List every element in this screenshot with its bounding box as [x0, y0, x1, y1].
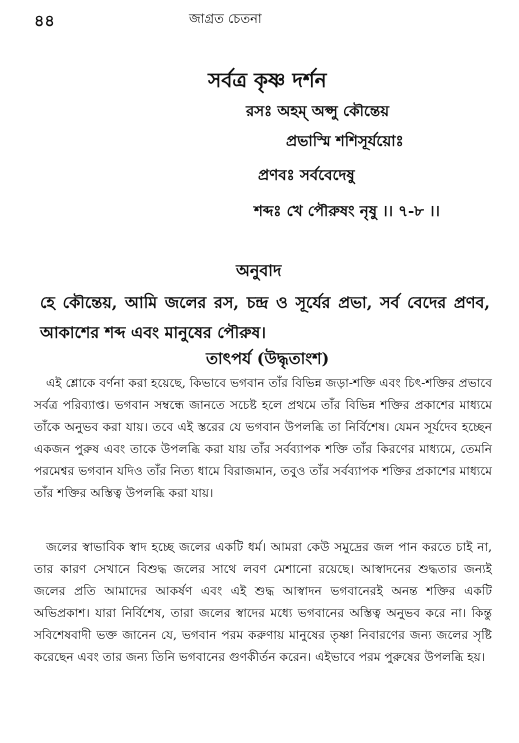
page-header	[34, 8, 492, 30]
translation-text: হে কৌন্তেয়, আমি জলের রস, চন্দ্র ও সূর্যের প্রভা, সর্ব বেদের প্রণব, আকাশের শব্দ এবং মানুষের পৌরুষ।	[40, 293, 490, 342]
verse-line-4: শব্দঃ খে পৌরুষং নৃষু ।। ৭-৮ ।।	[254, 202, 440, 220]
purport-heading: তাৎপর্য (উদ্ধৃতাংশ)	[206, 349, 330, 368]
verse-line-3: প্রণবঃ সর্ববেদেষু	[258, 166, 355, 184]
translation-heading: অনুবাদ	[236, 261, 282, 280]
page-number: ৪৪	[34, 11, 55, 30]
section-title: সর্বত্র কৃষ্ণ দর্শন	[208, 68, 327, 92]
purport-paragraph-2: জলের স্বাভাবিক স্বাদ হচ্ছে জলের একটি ধর্ম। আমরা কেউ সমুদ্রের জল পান করতে চাই না, তার কারণ সেখানে বিশুদ্ধ জলের সাথে লবণ মেশানো রয়েছে। আস্বাদনের শুদ্ধতার জন্যই জলের প্রতি আমাদের আকর্ষণ এবং এই শুদ্ধ আস্বাদন ভগবানেরই অনন্ত শক্তির একটি অভিপ্রকাশ। যারা নির্বিশেষ, তারা জলের স্বাদের মধ্যে ভগবানের অস্তিত্ব অনুভব করে না। কিন্তু সবিশেষবাদী ভক্ত জানেন যে, ভগবান পরম করুণায় মানুষের তৃষ্ণা নিবারণের জন্য জলের সৃষ্টি করেছেন এবং তার জন্য তিনি ভগবানের গুণকীর্তন করেন। এইভাবে পরম পুরুষের উপলব্ধি হয়।	[34, 540, 492, 664]
purport-paragraph-1: এই শ্লোকে বর্ণনা করা হয়েছে, কিভাবে ভগবান তাঁর বিভিন্ন জড়া-শক্তি এবং চিৎ-শক্তির প্রভাবে সর্বত্র পরিব্যাপ্ত। ভগবান সম্বন্ধে জানতে সচেষ্ট হলে প্রথমে তাঁর বিভিন্ন শক্তির প্রকাশের মাধ্যমে তাঁকে অনুভব করা যায়। তবে এই স্তরের যে ভগবান উপলব্ধি তা নির্বিশেষ। যেমন সূর্যদেব হচ্ছেন একজন পুরুষ এবং তাকে উপলব্ধি করা যায় তাঁর সর্বব্যাপক শক্তি তাঁর কিরণের মাধ্যমে, তেমনি পরমেশ্বর ভগবান যদিও তাঁর নিত্য ধামে বিরাজমান, তবুও তাঁর সর্বব্যাপক শক্তির প্রকাশের মাধ্যমে তাঁর শক্তির অস্তিত্ব উপলব্ধি করা যায়।	[34, 376, 492, 500]
running-title: জাগ্রত চেতনা	[189, 12, 262, 27]
verse-line-1: রসঃ অহম্ অপ্সু কৌন্তেয়	[246, 102, 390, 120]
verse-line-2: প্রভাস্মি শশিসূর্যয়োঃ	[286, 132, 404, 150]
